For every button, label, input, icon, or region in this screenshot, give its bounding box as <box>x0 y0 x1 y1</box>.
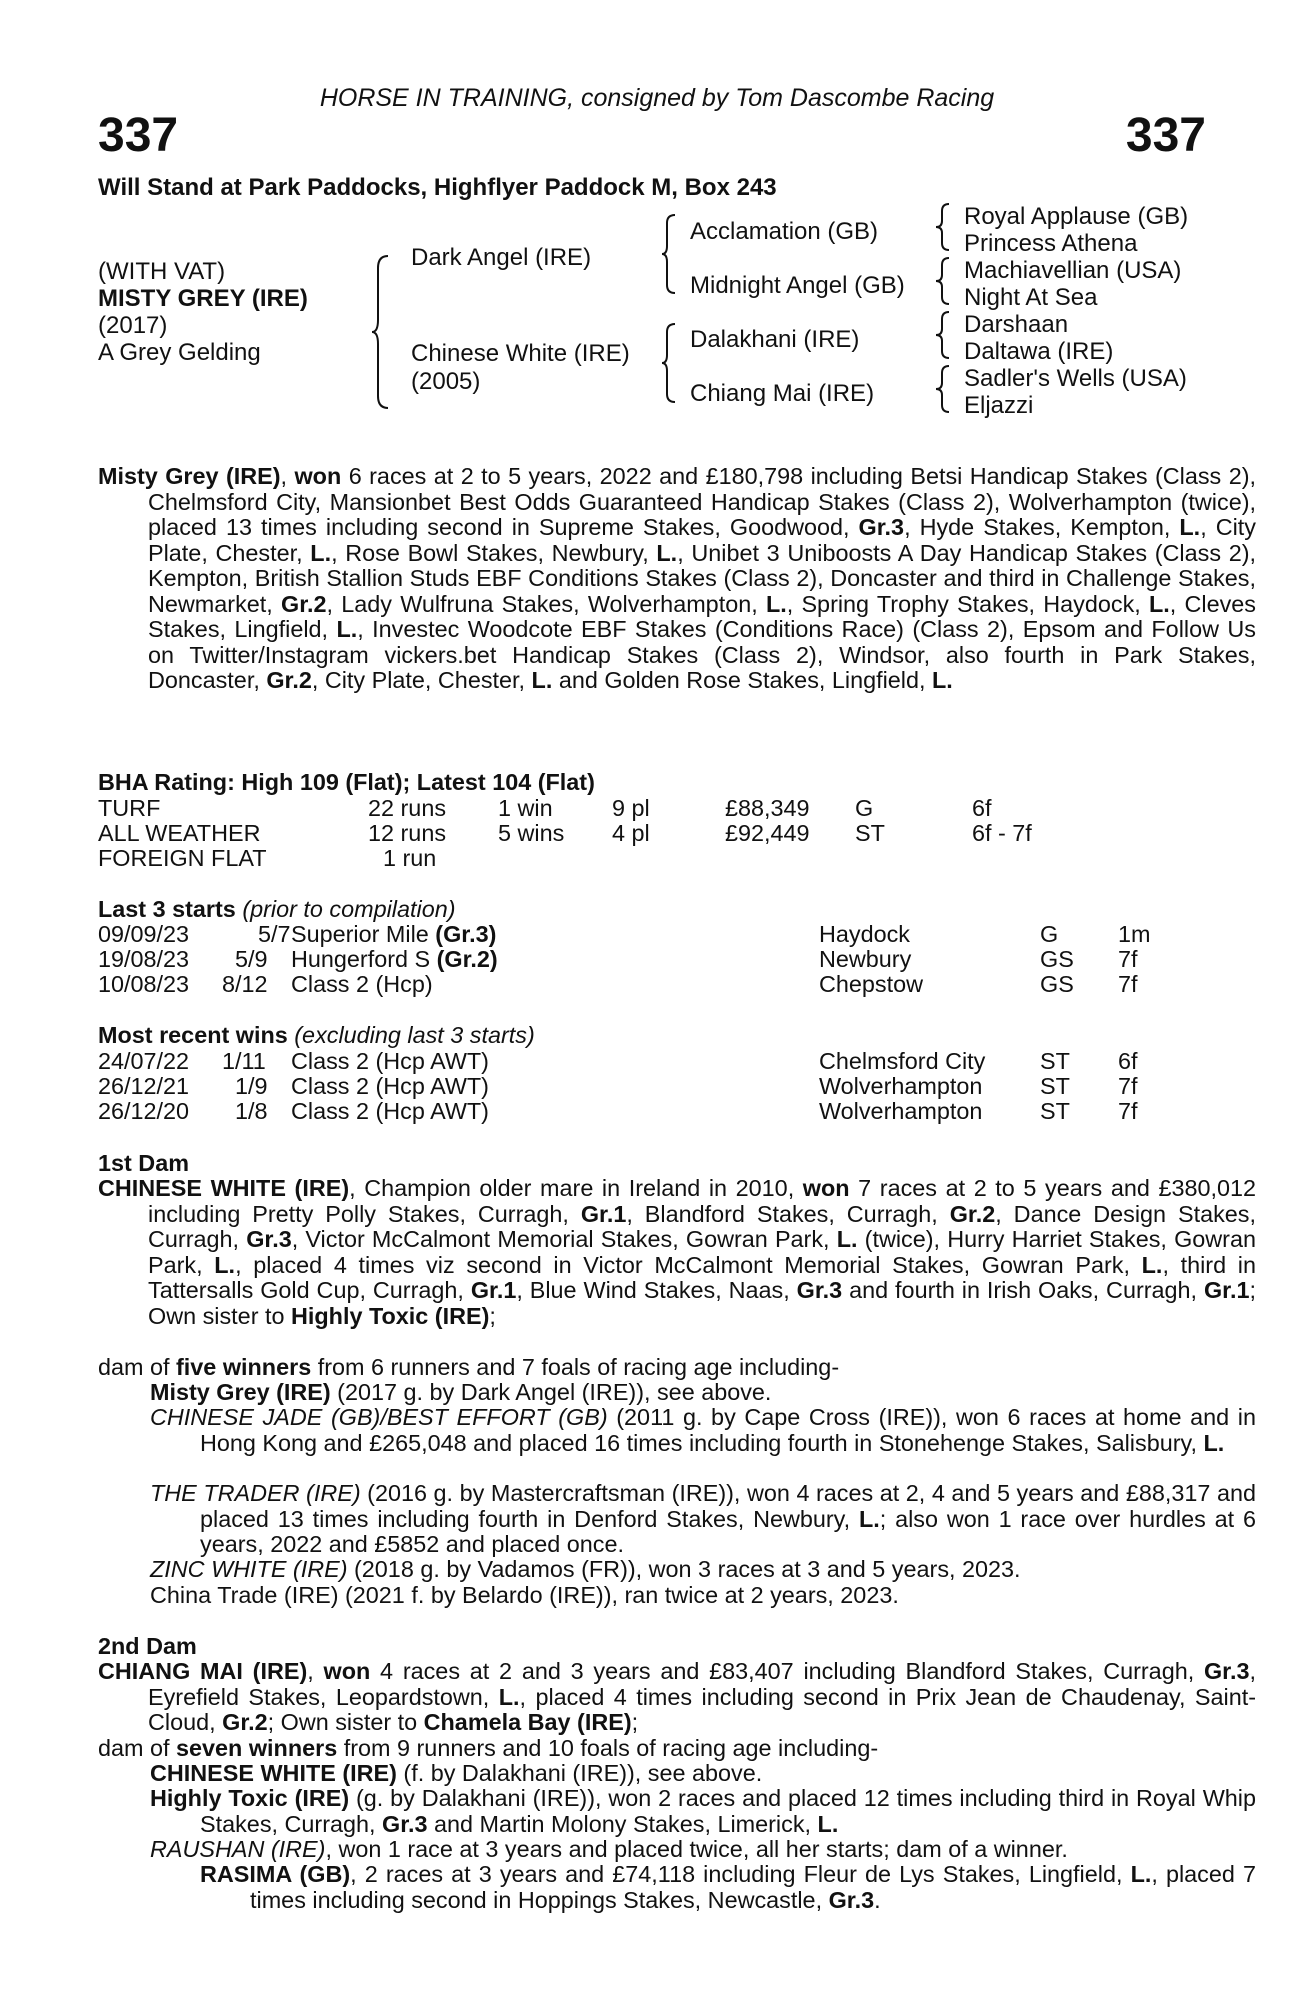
start-date: 19/08/23 <box>98 946 190 972</box>
start-race <box>291 947 498 973</box>
grade-label: Gr.2 <box>222 1709 268 1735</box>
start-course: Haydock <box>819 921 911 947</box>
lot-number-right: 337 <box>1125 109 1206 162</box>
ggp-3: Machiavellian (USA) <box>964 257 1182 284</box>
record-text: from 9 runners and 10 foals of racing age including- <box>337 1735 879 1761</box>
bha-type: FOREIGN FLAT <box>98 845 267 871</box>
record-text: (f. by Dalakhani (IRE)), see above. <box>396 1760 763 1786</box>
record-text: , Unibet 3 Uniboosts A Day Handicap Stakes (Class 2), Kempton, British Stallion Studs EBF Conditions Stakes (Class 2), Doncaster and third in Challenge Stakes, Newmarket, <box>148 539 1257 617</box>
record-text: ; also won 1 race over hurdles at 6 years, 2022 and £5852 and placed once. <box>200 1505 1256 1557</box>
bha-runs: 12 runs <box>368 820 447 846</box>
start-date: 10/08/23 <box>98 971 190 997</box>
produce-name: CHINESE JADE (GB)/BEST EFFORT (GB) <box>150 1404 608 1430</box>
produce-item <box>150 1786 1256 1837</box>
bha-wins: 5 wins <box>498 820 565 846</box>
last3-heading: Last 3 starts <box>98 896 236 922</box>
dam: Chinese White (IRE) <box>411 340 630 367</box>
produce-name: THE TRADER (IRE) <box>150 1480 361 1506</box>
record-text: (twice), Hurry Harriet Stakes, Gowran Park, <box>148 1226 1256 1278</box>
start-race <box>291 922 496 948</box>
win-date: 26/12/20 <box>98 1098 190 1124</box>
ggp-6: Daltawa (IRE) <box>964 338 1114 365</box>
listed-label: L. <box>310 539 332 566</box>
bha-wins: 1 win <box>498 795 553 821</box>
record-text: , Lady Wulfruna Stakes, Wolverhampton, <box>326 590 766 617</box>
record-text: , Blandford Stakes, Curragh, <box>626 1200 950 1227</box>
record-text: , City Plate, Chester, <box>311 667 532 693</box>
produce-item <box>200 1862 1256 1913</box>
win-course: Chelmsford City <box>819 1048 986 1074</box>
bha-runs: 1 run <box>383 845 437 871</box>
dam-sire: Dalakhani (IRE) <box>690 326 860 353</box>
start-date: 09/09/23 <box>98 921 190 947</box>
record-won: won <box>294 463 342 489</box>
listed-label: L. <box>1179 514 1201 540</box>
win-course: Wolverhampton <box>819 1073 983 1099</box>
start-distance: 7f <box>1118 946 1138 972</box>
dam2-produce-line <box>98 1736 878 1762</box>
sire: Dark Angel (IRE) <box>411 244 592 271</box>
race-grade: (Gr.2) <box>436 946 498 972</box>
produce-name: CHINESE WHITE (IRE) <box>150 1760 397 1786</box>
ggp-2: Princess Athena <box>964 230 1138 257</box>
grade-label: Gr.3 <box>1203 1658 1250 1684</box>
ggp-7: Sadler's Wells (USA) <box>964 365 1187 392</box>
grade-label: Gr.3 <box>828 1886 875 1913</box>
win-going: ST <box>1040 1098 1070 1124</box>
record-text: , 2 races at 3 years and £74,118 including Fleur de Lys Stakes, Lingfield, <box>350 1861 1131 1887</box>
record-text: , <box>307 1658 324 1684</box>
listed-label: L. <box>1141 1251 1163 1278</box>
listed-label: L. <box>1148 590 1170 617</box>
bha-money: £88,349 <box>725 795 810 821</box>
bha-type: ALL WEATHER <box>98 820 261 846</box>
win-distance: 7f <box>1118 1073 1138 1099</box>
record-text: , Eyrefield Stakes, Leopardstown, <box>148 1658 1256 1710</box>
listed-label: L. <box>817 1810 839 1837</box>
last3-heading-line <box>98 897 456 923</box>
record-text: ; Own sister to <box>267 1709 424 1735</box>
race-grade: (Gr.3) <box>435 921 497 947</box>
grade-label: Gr.3 <box>382 1810 428 1837</box>
grade-label: Gr.1 <box>1203 1277 1250 1303</box>
record-text: , Blue Wind Stakes, Naas, <box>516 1277 797 1303</box>
listed-label: L. <box>656 539 678 566</box>
recent-note: (excluding last 3 starts) <box>294 1022 535 1048</box>
recent-heading: Most recent wins <box>98 1022 288 1048</box>
record-text: ; <box>489 1302 496 1329</box>
produce-item <box>150 1583 1256 1609</box>
ggp-1: Royal Applause (GB) <box>964 203 1189 230</box>
win-going: ST <box>1040 1073 1070 1099</box>
record-text: , won 1 race at 3 years and placed twice, all her starts; dam of a winner. <box>325 1836 1068 1862</box>
bha-type: TURF <box>98 795 161 821</box>
win-position: 1/11 <box>222 1048 266 1074</box>
record-text: ; Own sister to <box>148 1277 1256 1329</box>
record-text: , placed 4 times including second in Prix Jean de Chaudenay, Saint-Cloud, <box>148 1683 1256 1735</box>
listed-label: L. <box>932 667 953 693</box>
record-text: (2017 g. by Dark Angel (IRE)), see above. <box>330 1379 772 1405</box>
record-text: 4 races at 2 and 3 years and £83,407 including Blandford Stakes, Curragh, <box>370 1658 1204 1684</box>
produce-name: RAUSHAN (IRE) <box>150 1836 326 1862</box>
bha-money: £92,449 <box>725 820 810 846</box>
record-text: (2011 g. by Cape Cross (IRE)), won 6 races at home and in Hong Kong and £265,048 and placed 16 times including fourth in Stonehenge Stakes, Salisbury, <box>200 1404 1256 1456</box>
win-distance: 6f <box>1118 1048 1138 1074</box>
listed-label: L. <box>214 1251 236 1278</box>
win-position: 1/8 <box>235 1098 268 1124</box>
record-text: 7 races at 2 to 5 years and £380,012 including Pretty Polly Stakes, Curragh, <box>148 1175 1256 1227</box>
bha-placed: 4 pl <box>612 820 650 846</box>
start-course: Chepstow <box>819 971 924 997</box>
record-text: dam of <box>98 1735 177 1761</box>
win-distance: 7f <box>1118 1098 1138 1124</box>
win-position: 1/9 <box>235 1073 268 1099</box>
pedigree-brace-1 <box>370 254 392 410</box>
horse-description: A Grey Gelding <box>98 339 261 366</box>
listed-label: L. <box>498 1683 520 1710</box>
dam1-record <box>98 1176 1256 1329</box>
horse-year: (2017) <box>98 312 168 339</box>
record-text: , Spring Trophy Stakes, Haydock, <box>786 590 1149 617</box>
record-text: , Champion older mare in Ireland in 2010, <box>349 1175 803 1201</box>
record-text: , Cleves Stakes, Lingfield, <box>148 590 1257 642</box>
bha-going: ST <box>855 820 885 846</box>
grade-label: Gr.3 <box>796 1277 843 1303</box>
ggp-8: Eljazzi <box>964 392 1034 419</box>
racing-record <box>98 464 1256 694</box>
pedigree-brace-2 <box>660 213 678 295</box>
record-text: , City Plate, Chester, <box>148 514 1256 566</box>
record-text: , placed 4 times viz second in Victor McCalmont Memorial Stakes, Gowran Park, <box>235 1251 1142 1278</box>
record-horse-name: Misty Grey (IRE) <box>98 463 281 489</box>
win-date: 24/07/22 <box>98 1048 190 1074</box>
record-text: and Martin Molony Stakes, Limerick, <box>427 1810 818 1837</box>
record-text: (2016 g. by Mastercraftsman (IRE)), won 4 races at 2, 4 and 5 years and £88,317 and placed 13 times including fourth in Denford Stakes, Newbury, <box>200 1480 1256 1532</box>
dam2-winners: seven winners <box>176 1735 338 1761</box>
listed-label: L. <box>531 667 553 693</box>
record-text: , placed 7 times including second in Hoppings Stakes, Newcastle, <box>250 1861 1256 1913</box>
record-text: , Investec Woodcote EBF Stakes (Conditions Race) (Class 2), Epsom and Follow Us on Twitter/Instagram vickers.bet Handicap Stakes (Class 2), Windsor, also fourth in Park Stakes, Doncaster, <box>148 616 1256 693</box>
win-race: Class 2 (Hcp AWT) <box>291 1098 489 1124</box>
bha-distance: 6f <box>972 795 992 821</box>
record-text: and fourth in Irish Oaks, Curragh, <box>842 1277 1204 1303</box>
dam-year: (2005) <box>411 368 481 395</box>
win-race: Class 2 (Hcp AWT) <box>291 1048 489 1074</box>
dam2-heading: 2nd Dam <box>98 1633 197 1659</box>
ggp-4: Night At Sea <box>964 284 1098 311</box>
grade-label: Gr.1 <box>470 1277 517 1303</box>
start-distance: 7f <box>1118 971 1138 997</box>
win-date: 26/12/21 <box>98 1073 190 1099</box>
record-text: , Rose Bowl Stakes, Newbury, <box>331 539 657 566</box>
vat-note: (WITH VAT) <box>98 258 226 285</box>
record-text: 6 races at 2 to 5 years, 2022 and £180,798 including Betsi Handicap Stakes (Class 2), Chelmsford City, Mansionbet Best Odds Guaranteed Handicap Stakes (Class 2), Wolverhampton (twice), placed 13 times including second in Supreme Stakes, Goodwood, <box>148 463 1256 540</box>
produce-name: Misty Grey (IRE) <box>150 1379 331 1405</box>
pedigree-brace-7 <box>934 364 952 414</box>
start-position: 5/9 <box>235 946 268 972</box>
record-text: , Dance Design Stakes, Curragh, <box>148 1200 1256 1252</box>
record-text: ; <box>631 1709 639 1735</box>
bha-placed: 9 pl <box>612 795 650 821</box>
start-race: Class 2 (Hcp) <box>291 971 433 997</box>
record-text: , Victor McCalmont Memorial Stakes, Gowran Park, <box>291 1226 837 1252</box>
ggp-5: Darshaan <box>964 311 1069 338</box>
produce-item <box>150 1481 1256 1558</box>
win-course: Wolverhampton <box>819 1098 983 1124</box>
dam1-produce-line <box>98 1355 839 1381</box>
recent-heading-line <box>98 1023 535 1049</box>
start-going: GS <box>1040 971 1074 997</box>
produce-item <box>150 1380 1256 1406</box>
dam1-winners: five winners <box>176 1354 312 1380</box>
pedigree-brace-3 <box>660 322 678 404</box>
dam1-name: CHINESE WHITE (IRE) <box>98 1175 350 1201</box>
grade-label: Gr.2 <box>281 590 327 617</box>
grade-label: Gr.3 <box>246 1226 292 1252</box>
produce-item <box>150 1837 1256 1863</box>
stand-location: Will Stand at Park Paddocks, Highflyer Paddock M, Box 243 <box>98 174 777 201</box>
pedigree-brace-5 <box>934 256 952 306</box>
sister-name: Chamela Bay (IRE) <box>423 1709 632 1735</box>
win-race: Class 2 (Hcp AWT) <box>291 1073 489 1099</box>
bha-distance: 6f - 7f <box>972 820 1032 846</box>
record-text: , third in Tattersalls Gold Cup, Curragh, <box>148 1251 1256 1303</box>
produce-name: Highly Toxic (IRE) <box>150 1785 350 1811</box>
bha-heading: BHA Rating: High 109 (Flat); Latest 104 (Flat) <box>98 769 595 795</box>
grade-label: Gr.2 <box>949 1200 996 1227</box>
listed-label: L. <box>336 616 358 642</box>
sire-dam: Midnight Angel (GB) <box>690 272 905 299</box>
listed-label: L. <box>858 1505 880 1532</box>
race-name: Hungerford S <box>291 946 437 972</box>
listed-label: L. <box>1130 1861 1152 1887</box>
start-position: 5/7 <box>258 921 291 947</box>
record-text: from 6 runners and 7 foals of racing age including- <box>311 1354 840 1380</box>
listed-label: L. <box>836 1226 858 1252</box>
win-going: ST <box>1040 1048 1070 1074</box>
bha-runs: 22 runs <box>368 795 447 821</box>
produce-item <box>150 1557 1256 1583</box>
produce-name: RASIMA (GB) <box>200 1861 351 1887</box>
produce-name: ZINC WHITE (IRE) <box>150 1556 348 1582</box>
listed-label: L. <box>1203 1429 1225 1456</box>
record-text: , <box>280 463 288 489</box>
consignment-header: HORSE IN TRAINING, consigned by Tom Dascombe Racing <box>319 84 995 112</box>
pedigree-brace-4 <box>934 202 952 252</box>
start-distance: 1m <box>1118 921 1151 947</box>
record-text: dam of <box>98 1354 177 1380</box>
last3-note: (prior to compilation) <box>242 896 456 922</box>
record-text: , Hyde Stakes, Kempton, <box>904 514 1180 540</box>
produce-item <box>150 1761 1256 1787</box>
bha-going: G <box>855 795 874 821</box>
dam-dam: Chiang Mai (IRE) <box>690 380 875 407</box>
horse-name: MISTY GREY (IRE) <box>98 285 308 312</box>
dam2-won: won <box>323 1658 371 1684</box>
grade-label: Gr.3 <box>858 514 905 540</box>
record-text: (g. by Dalakhani (IRE)), won 2 races and placed 12 times including third in Royal Whip Stakes, Curragh, <box>200 1785 1256 1837</box>
record-text: and Golden Rose Stakes, Lingfield, <box>552 667 933 693</box>
start-going: GS <box>1040 946 1074 972</box>
produce-item <box>150 1405 1256 1456</box>
dam2-name: CHIANG MAI (IRE) <box>98 1658 308 1684</box>
dam1-heading: 1st Dam <box>98 1150 190 1176</box>
pedigree-brace-6 <box>934 310 952 360</box>
dam1-won: won <box>802 1175 850 1201</box>
grade-label: Gr.2 <box>266 667 312 693</box>
start-course: Newbury <box>819 946 912 972</box>
sister-name: Highly Toxic (IRE) <box>290 1302 490 1329</box>
dam2-record <box>98 1659 1256 1736</box>
grade-label: Gr.1 <box>580 1200 627 1227</box>
listed-label: L. <box>765 590 787 617</box>
record-text: (2018 g. by Vadamos (FR)), won 3 races at 3 and 5 years, 2023. <box>347 1556 1021 1582</box>
start-going: G <box>1040 921 1059 947</box>
record-text: . <box>874 1886 881 1913</box>
sire-sire: Acclamation (GB) <box>690 218 879 245</box>
record-text: China Trade (IRE) (2021 f. by Belardo (IRE)), ran twice at 2 years, 2023. <box>150 1582 899 1608</box>
lot-number-left: 337 <box>98 109 179 162</box>
race-name: Superior Mile <box>291 921 436 947</box>
start-position: 8/12 <box>222 971 268 997</box>
